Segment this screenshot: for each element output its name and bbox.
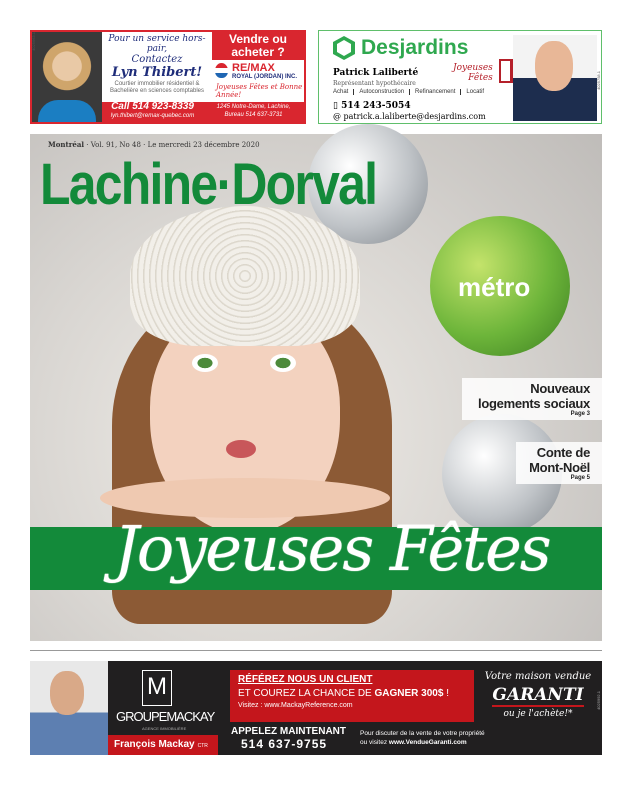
agent-name: Lyn Thibert! [111,65,203,80]
greeting: Joyeuses [453,63,493,73]
remax-balloon-icon [215,63,228,78]
garanti-link[interactable]: www.VendueGaranti.com [388,739,467,746]
mackay-ad[interactable]: M GROUPEMACKAY AGENCE IMMOBILIÈRE François Mackay CTR IMM RÉFÉREZ NOUS UN CLIENT ET COUREZ LA CHANCE DE GAGNER 300$ ! Visitez : www.MackayReference.com APPELEZ MAINTENANT 514 637-9755 Pour discuter de la vente de votre propriété ou visitez www.VendueGaranti.com Votre maison vendue GARANTI ou je l'achète!* 4025992.1 [30,661,602,755]
advisor-email: @ patrick.a.laliberte@desjardins.com [333,112,486,121]
desjardins-hexagon-icon [333,36,355,60]
issue-info: Montréal · Vol. 91, No 48 · Le mercredi 23 décembre 2020 [48,140,260,149]
knit-hat [130,206,360,346]
agent-name: François Mackay [114,739,195,750]
teaser-conte[interactable]: Conte de Mont-Noël Page 5 [516,442,602,484]
agency-label: AGENCE IMMOBILIÈRE [142,726,187,731]
teaser-logements[interactable]: Nouveaux logements sociaux Page 3 [462,378,602,420]
mackay-logo: M [142,670,172,706]
agent-phone: Call 514 923-8339 [111,101,194,112]
phone-icon: ▯ [333,101,342,111]
remax-sub: ROYAL (JORDAN) INC. [232,74,298,80]
desjardins-logo: Desjardins [361,36,469,59]
refer-headline: RÉFÉREZ NOUS UN CLIENT [238,674,373,685]
agent-email: lyn.thibert@remax-quebec.com [110,113,195,119]
ad-code: 4025758.1 [596,71,601,90]
chance-text: ET COUREZ LA CHANCE DE [238,688,375,699]
metro-logo: métro [458,272,531,302]
group-name: GROUPEMACKAY [116,709,215,724]
office-address: 1245 Notre-Dame, Lachine, [216,104,291,110]
slogan: Votre maison vendue [484,671,592,682]
cover-photo [30,134,602,641]
discuss-text: Pour discuter de la vente de votre propriété [360,730,485,737]
advisor-role: Représentant hypothécaire [333,80,416,87]
ad-code: 4025992.1 [596,691,601,710]
advisor-photo [513,35,597,121]
phone-number: 514 637-9755 [241,737,328,751]
masthead-title: Lachine·Dorval [40,152,377,217]
service: Achat [333,89,349,95]
ad-contact: Contactez [131,54,183,65]
remax-ad[interactable] [30,30,306,124]
agent-title: CTR IMM [114,743,208,770]
service: Refinancement [409,89,455,95]
holiday-greeting: Joyeuses Fêtes [114,512,550,585]
greeting: Joyeuses Fêtes et Bonne Année! [216,83,303,99]
divider [30,650,602,651]
agent-subtitle: Courtier immobilier résidentiel & Bachelière en sciences comptables [109,81,205,94]
ad-tagline: Pour un service hors-pair, [108,34,206,54]
services-list [333,89,484,95]
slogan: ou je l'achète!* [503,709,573,719]
office-phone: Bureau 514 637-3731 [224,112,283,118]
reference-link[interactable]: Visitez : www.MackayReference.com [238,702,353,709]
remax-logo: RE/MAX [232,62,275,74]
service: Autoconstruction [353,89,404,95]
agent-photo [32,32,102,122]
advisor-name: Patrick Laliberté [333,68,419,78]
prize-text: GAGNER 300$ [374,688,444,699]
desjardins-ad[interactable] [318,30,602,124]
agent-photo [30,661,108,755]
call-now: APPELEZ MAINTENANT [231,726,346,737]
service: Locatif [460,89,484,95]
advisor-phone: 514 243-5054 [341,101,411,111]
ad-code: 4025663.1 [31,32,36,51]
ad-headline: Vendre ou acheter ? [212,32,304,60]
slogan-garanti: GARANTI [492,685,584,705]
greeting: Fêtes [468,73,493,83]
